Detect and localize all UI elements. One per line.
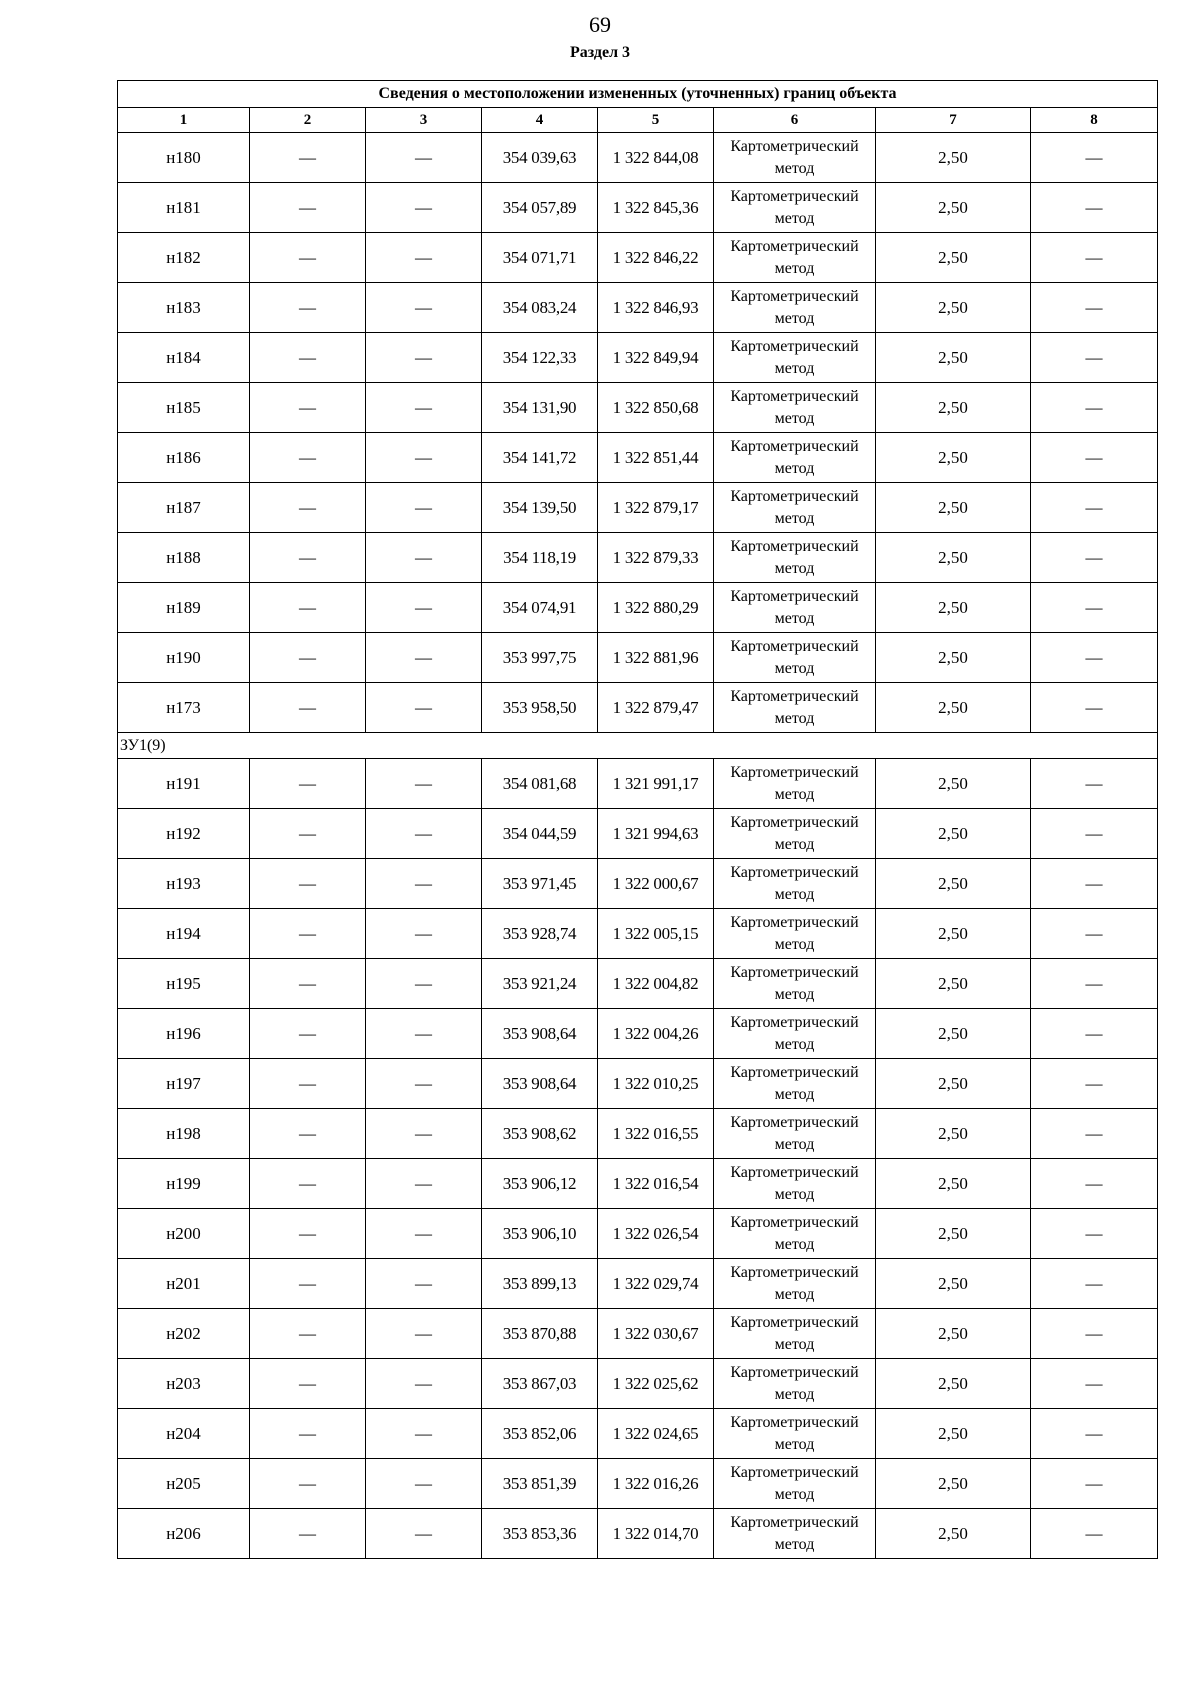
method-cell: Картометрический метод: [714, 433, 876, 483]
column-3-cell: —: [366, 1259, 482, 1309]
y-coordinate-cell: 1 322 846,93: [598, 283, 714, 333]
column-8-cell: —: [1031, 1059, 1158, 1109]
column-8-cell: —: [1031, 1159, 1158, 1209]
column-3-cell: —: [366, 683, 482, 733]
column-number: 5: [598, 108, 714, 133]
table-row: [118, 1059, 1158, 1109]
accuracy-cell: 2,50: [876, 233, 1031, 283]
column-2-cell: —: [250, 283, 366, 333]
column-3-cell: —: [366, 133, 482, 183]
x-coordinate-cell: 354 118,19: [482, 533, 598, 583]
table-row: [118, 1009, 1158, 1059]
accuracy-cell: 2,50: [876, 1209, 1031, 1259]
column-8-cell: —: [1031, 283, 1158, 333]
column-2-cell: —: [250, 583, 366, 633]
point-number-cell: н206: [118, 1509, 250, 1559]
column-3-cell: —: [366, 533, 482, 583]
table-row: [118, 533, 1158, 583]
column-2-cell: —: [250, 1309, 366, 1359]
method-cell: Картометрический метод: [714, 683, 876, 733]
point-number-cell: н196: [118, 1009, 250, 1059]
table-row: [118, 1309, 1158, 1359]
y-coordinate-cell: 1 322 880,29: [598, 583, 714, 633]
column-2-cell: —: [250, 909, 366, 959]
method-cell: Картометрический метод: [714, 1109, 876, 1159]
method-cell: Картометрический метод: [714, 1159, 876, 1209]
column-8-cell: —: [1031, 333, 1158, 383]
table-row: [118, 683, 1158, 733]
column-8-cell: —: [1031, 1209, 1158, 1259]
table-row: [118, 183, 1158, 233]
method-cell: Картометрический метод: [714, 809, 876, 859]
column-8-cell: —: [1031, 759, 1158, 809]
column-3-cell: —: [366, 1459, 482, 1509]
column-8-cell: —: [1031, 1309, 1158, 1359]
point-number-cell: н186: [118, 433, 250, 483]
x-coordinate-cell: 353 928,74: [482, 909, 598, 959]
x-coordinate-cell: 354 074,91: [482, 583, 598, 633]
column-3-cell: —: [366, 1359, 482, 1409]
accuracy-cell: 2,50: [876, 1309, 1031, 1359]
column-2-cell: —: [250, 1209, 366, 1259]
y-coordinate-cell: 1 322 850,68: [598, 383, 714, 433]
column-2-cell: —: [250, 633, 366, 683]
column-2-cell: —: [250, 1259, 366, 1309]
accuracy-cell: 2,50: [876, 909, 1031, 959]
column-3-cell: —: [366, 483, 482, 533]
accuracy-cell: 2,50: [876, 1359, 1031, 1409]
column-2-cell: —: [250, 333, 366, 383]
accuracy-cell: 2,50: [876, 683, 1031, 733]
point-number-cell: н205: [118, 1459, 250, 1509]
column-number: 6: [714, 108, 876, 133]
column-8-cell: —: [1031, 959, 1158, 1009]
column-3-cell: —: [366, 809, 482, 859]
method-cell: Картометрический метод: [714, 483, 876, 533]
table-row: [118, 583, 1158, 633]
point-number-cell: н197: [118, 1059, 250, 1109]
point-number-cell: н192: [118, 809, 250, 859]
table-row: [118, 333, 1158, 383]
table-row: [118, 959, 1158, 1009]
y-coordinate-cell: 1 321 991,17: [598, 759, 714, 809]
y-coordinate-cell: 1 322 846,22: [598, 233, 714, 283]
column-number: 7: [876, 108, 1031, 133]
table-row: [118, 859, 1158, 909]
y-coordinate-cell: 1 322 879,33: [598, 533, 714, 583]
column-3-cell: —: [366, 1109, 482, 1159]
point-number-cell: н184: [118, 333, 250, 383]
table-row: [118, 1159, 1158, 1209]
point-number-cell: н199: [118, 1159, 250, 1209]
x-coordinate-cell: 354 141,72: [482, 433, 598, 483]
y-coordinate-cell: 1 322 010,25: [598, 1059, 714, 1109]
y-coordinate-cell: 1 322 025,62: [598, 1359, 714, 1409]
column-2-cell: —: [250, 1059, 366, 1109]
column-8-cell: —: [1031, 233, 1158, 283]
column-2-cell: —: [250, 433, 366, 483]
table-caption-row: [118, 81, 1158, 108]
y-coordinate-cell: 1 322 005,15: [598, 909, 714, 959]
column-2-cell: —: [250, 859, 366, 909]
x-coordinate-cell: 353 852,06: [482, 1409, 598, 1459]
y-coordinate-cell: 1 322 004,82: [598, 959, 714, 1009]
table-row: [118, 383, 1158, 433]
column-8-cell: —: [1031, 533, 1158, 583]
column-3-cell: —: [366, 1409, 482, 1459]
method-cell: Картометрический метод: [714, 759, 876, 809]
method-cell: Картометрический метод: [714, 1059, 876, 1109]
point-number-cell: н202: [118, 1309, 250, 1359]
x-coordinate-cell: 353 908,62: [482, 1109, 598, 1159]
point-number-cell: н187: [118, 483, 250, 533]
point-number-cell: н180: [118, 133, 250, 183]
method-cell: Картометрический метод: [714, 1009, 876, 1059]
column-8-cell: —: [1031, 1509, 1158, 1559]
point-number-cell: н195: [118, 959, 250, 1009]
column-2-cell: —: [250, 183, 366, 233]
column-2-cell: —: [250, 683, 366, 733]
column-8-cell: —: [1031, 433, 1158, 483]
column-number: 1: [118, 108, 250, 133]
column-2-cell: —: [250, 1359, 366, 1409]
method-cell: Картометрический метод: [714, 533, 876, 583]
column-number: 2: [250, 108, 366, 133]
table-row: [118, 433, 1158, 483]
column-2-cell: —: [250, 1009, 366, 1059]
table-row: [118, 809, 1158, 859]
column-3-cell: —: [366, 909, 482, 959]
y-coordinate-cell: 1 322 016,26: [598, 1459, 714, 1509]
column-3-cell: —: [366, 959, 482, 1009]
column-8-cell: —: [1031, 183, 1158, 233]
table-row: [118, 233, 1158, 283]
accuracy-cell: 2,50: [876, 133, 1031, 183]
x-coordinate-cell: 353 870,88: [482, 1309, 598, 1359]
method-cell: Картометрический метод: [714, 233, 876, 283]
point-number-cell: н193: [118, 859, 250, 909]
y-coordinate-cell: 1 321 994,63: [598, 809, 714, 859]
point-number-cell: н200: [118, 1209, 250, 1259]
x-coordinate-cell: 354 122,33: [482, 333, 598, 383]
table-row: [118, 1359, 1158, 1409]
point-number-cell: н190: [118, 633, 250, 683]
y-coordinate-cell: 1 322 030,67: [598, 1309, 714, 1359]
y-coordinate-cell: 1 322 851,44: [598, 433, 714, 483]
x-coordinate-cell: 354 131,90: [482, 383, 598, 433]
column-8-cell: —: [1031, 383, 1158, 433]
y-coordinate-cell: 1 322 844,08: [598, 133, 714, 183]
x-coordinate-cell: 354 139,50: [482, 483, 598, 533]
column-2-cell: —: [250, 959, 366, 1009]
accuracy-cell: 2,50: [876, 633, 1031, 683]
point-number-cell: н203: [118, 1359, 250, 1409]
y-coordinate-cell: 1 322 879,17: [598, 483, 714, 533]
column-8-cell: —: [1031, 133, 1158, 183]
column-2-cell: —: [250, 383, 366, 433]
column-2-cell: —: [250, 533, 366, 583]
method-cell: Картометрический метод: [714, 959, 876, 1009]
column-8-cell: —: [1031, 683, 1158, 733]
x-coordinate-cell: 353 971,45: [482, 859, 598, 909]
x-coordinate-cell: 354 081,68: [482, 759, 598, 809]
table-row: [118, 1459, 1158, 1509]
point-number-cell: н201: [118, 1259, 250, 1309]
y-coordinate-cell: 1 322 845,36: [598, 183, 714, 233]
method-cell: Картометрический метод: [714, 633, 876, 683]
method-cell: Картометрический метод: [714, 1209, 876, 1259]
accuracy-cell: 2,50: [876, 1059, 1031, 1109]
point-number-cell: н182: [118, 233, 250, 283]
accuracy-cell: 2,50: [876, 283, 1031, 333]
column-3-cell: —: [366, 633, 482, 683]
column-2-cell: —: [250, 1109, 366, 1159]
method-cell: Картометрический метод: [714, 183, 876, 233]
boundary-coordinates-table: [117, 80, 1158, 1559]
column-8-cell: —: [1031, 633, 1158, 683]
y-coordinate-cell: 1 322 879,47: [598, 683, 714, 733]
column-3-cell: —: [366, 283, 482, 333]
accuracy-cell: 2,50: [876, 583, 1031, 633]
accuracy-cell: 2,50: [876, 183, 1031, 233]
table-row: [118, 759, 1158, 809]
column-3-cell: —: [366, 759, 482, 809]
accuracy-cell: 2,50: [876, 533, 1031, 583]
column-3-cell: —: [366, 333, 482, 383]
column-8-cell: —: [1031, 909, 1158, 959]
column-2-cell: —: [250, 1159, 366, 1209]
point-number-cell: н188: [118, 533, 250, 583]
y-coordinate-cell: 1 322 014,70: [598, 1509, 714, 1559]
y-coordinate-cell: 1 322 026,54: [598, 1209, 714, 1259]
column-8-cell: —: [1031, 809, 1158, 859]
y-coordinate-cell: 1 322 881,96: [598, 633, 714, 683]
method-cell: Картометрический метод: [714, 1409, 876, 1459]
column-3-cell: —: [366, 1509, 482, 1559]
x-coordinate-cell: 353 906,12: [482, 1159, 598, 1209]
point-number-cell: н204: [118, 1409, 250, 1459]
column-number: 8: [1031, 108, 1158, 133]
point-number-cell: н194: [118, 909, 250, 959]
column-8-cell: —: [1031, 1259, 1158, 1309]
table-row: [118, 1259, 1158, 1309]
column-3-cell: —: [366, 859, 482, 909]
page-number: 69: [589, 12, 611, 37]
column-8-cell: —: [1031, 1359, 1158, 1409]
accuracy-cell: 2,50: [876, 1009, 1031, 1059]
column-2-cell: —: [250, 133, 366, 183]
column-2-cell: —: [250, 1509, 366, 1559]
x-coordinate-cell: 354 071,71: [482, 233, 598, 283]
x-coordinate-cell: 353 958,50: [482, 683, 598, 733]
y-coordinate-cell: 1 322 849,94: [598, 333, 714, 383]
x-coordinate-cell: 353 867,03: [482, 1359, 598, 1409]
method-cell: Картометрический метод: [714, 859, 876, 909]
y-coordinate-cell: 1 322 024,65: [598, 1409, 714, 1459]
method-cell: Картометрический метод: [714, 133, 876, 183]
column-3-cell: —: [366, 433, 482, 483]
column-3-cell: —: [366, 233, 482, 283]
column-number: 3: [366, 108, 482, 133]
column-3-cell: —: [366, 1159, 482, 1209]
table-body: [118, 133, 1158, 1559]
column-3-cell: —: [366, 1059, 482, 1109]
method-cell: Картометрический метод: [714, 383, 876, 433]
group-label: ЗУ1(9): [118, 733, 1158, 759]
accuracy-cell: 2,50: [876, 859, 1031, 909]
table-row: [118, 1209, 1158, 1259]
table-row: [118, 1409, 1158, 1459]
table-row: [118, 1109, 1158, 1159]
method-cell: Картометрический метод: [714, 1309, 876, 1359]
section-title: Раздел 3: [569, 44, 631, 61]
point-number-cell: н189: [118, 583, 250, 633]
y-coordinate-cell: 1 322 029,74: [598, 1259, 714, 1309]
method-cell: Картометрический метод: [714, 1459, 876, 1509]
x-coordinate-cell: 353 906,10: [482, 1209, 598, 1259]
table-row: [118, 283, 1158, 333]
column-2-cell: —: [250, 233, 366, 283]
column-2-cell: —: [250, 809, 366, 859]
column-8-cell: —: [1031, 1409, 1158, 1459]
accuracy-cell: 2,50: [876, 433, 1031, 483]
x-coordinate-cell: 354 057,89: [482, 183, 598, 233]
column-3-cell: —: [366, 183, 482, 233]
column-3-cell: —: [366, 383, 482, 433]
x-coordinate-cell: 354 039,63: [482, 133, 598, 183]
method-cell: Картометрический метод: [714, 333, 876, 383]
accuracy-cell: 2,50: [876, 959, 1031, 1009]
column-2-cell: —: [250, 1459, 366, 1509]
y-coordinate-cell: 1 322 000,67: [598, 859, 714, 909]
column-number-row: [118, 108, 1158, 133]
y-coordinate-cell: 1 322 016,54: [598, 1159, 714, 1209]
method-cell: Картометрический метод: [714, 909, 876, 959]
accuracy-cell: 2,50: [876, 383, 1031, 433]
column-8-cell: —: [1031, 1109, 1158, 1159]
y-coordinate-cell: 1 322 016,55: [598, 1109, 714, 1159]
column-8-cell: —: [1031, 1459, 1158, 1509]
x-coordinate-cell: 353 921,24: [482, 959, 598, 1009]
table-row: [118, 483, 1158, 533]
accuracy-cell: 2,50: [876, 483, 1031, 533]
accuracy-cell: 2,50: [876, 333, 1031, 383]
x-coordinate-cell: 353 908,64: [482, 1059, 598, 1109]
column-2-cell: —: [250, 483, 366, 533]
column-3-cell: —: [366, 583, 482, 633]
point-number-cell: н198: [118, 1109, 250, 1159]
table-row: [118, 633, 1158, 683]
point-number-cell: н183: [118, 283, 250, 333]
accuracy-cell: 2,50: [876, 1259, 1031, 1309]
x-coordinate-cell: 354 083,24: [482, 283, 598, 333]
table-caption: Сведения о местоположении измененных (уточненных) границ объекта: [118, 81, 1158, 108]
method-cell: Картометрический метод: [714, 1359, 876, 1409]
column-3-cell: —: [366, 1309, 482, 1359]
column-3-cell: —: [366, 1209, 482, 1259]
accuracy-cell: 2,50: [876, 1409, 1031, 1459]
method-cell: Картометрический метод: [714, 583, 876, 633]
x-coordinate-cell: 353 851,39: [482, 1459, 598, 1509]
column-8-cell: —: [1031, 859, 1158, 909]
column-number: 4: [482, 108, 598, 133]
accuracy-cell: 2,50: [876, 1109, 1031, 1159]
table-row: [118, 1509, 1158, 1559]
x-coordinate-cell: 353 997,75: [482, 633, 598, 683]
method-cell: Картометрический метод: [714, 283, 876, 333]
accuracy-cell: 2,50: [876, 1459, 1031, 1509]
accuracy-cell: 2,50: [876, 1159, 1031, 1209]
point-number-cell: н181: [118, 183, 250, 233]
point-number-cell: н173: [118, 683, 250, 733]
method-cell: Картометрический метод: [714, 1259, 876, 1309]
accuracy-cell: 2,50: [876, 1509, 1031, 1559]
point-number-cell: н191: [118, 759, 250, 809]
accuracy-cell: 2,50: [876, 759, 1031, 809]
group-label-row: [118, 733, 1158, 759]
column-8-cell: —: [1031, 483, 1158, 533]
table-row: [118, 133, 1158, 183]
x-coordinate-cell: 353 899,13: [482, 1259, 598, 1309]
accuracy-cell: 2,50: [876, 809, 1031, 859]
column-8-cell: —: [1031, 583, 1158, 633]
method-cell: Картометрический метод: [714, 1509, 876, 1559]
table-row: [118, 909, 1158, 959]
x-coordinate-cell: 353 853,36: [482, 1509, 598, 1559]
column-2-cell: —: [250, 1409, 366, 1459]
x-coordinate-cell: 354 044,59: [482, 809, 598, 859]
x-coordinate-cell: 353 908,64: [482, 1009, 598, 1059]
column-8-cell: —: [1031, 1009, 1158, 1059]
point-number-cell: н185: [118, 383, 250, 433]
column-2-cell: —: [250, 759, 366, 809]
y-coordinate-cell: 1 322 004,26: [598, 1009, 714, 1059]
column-3-cell: —: [366, 1009, 482, 1059]
